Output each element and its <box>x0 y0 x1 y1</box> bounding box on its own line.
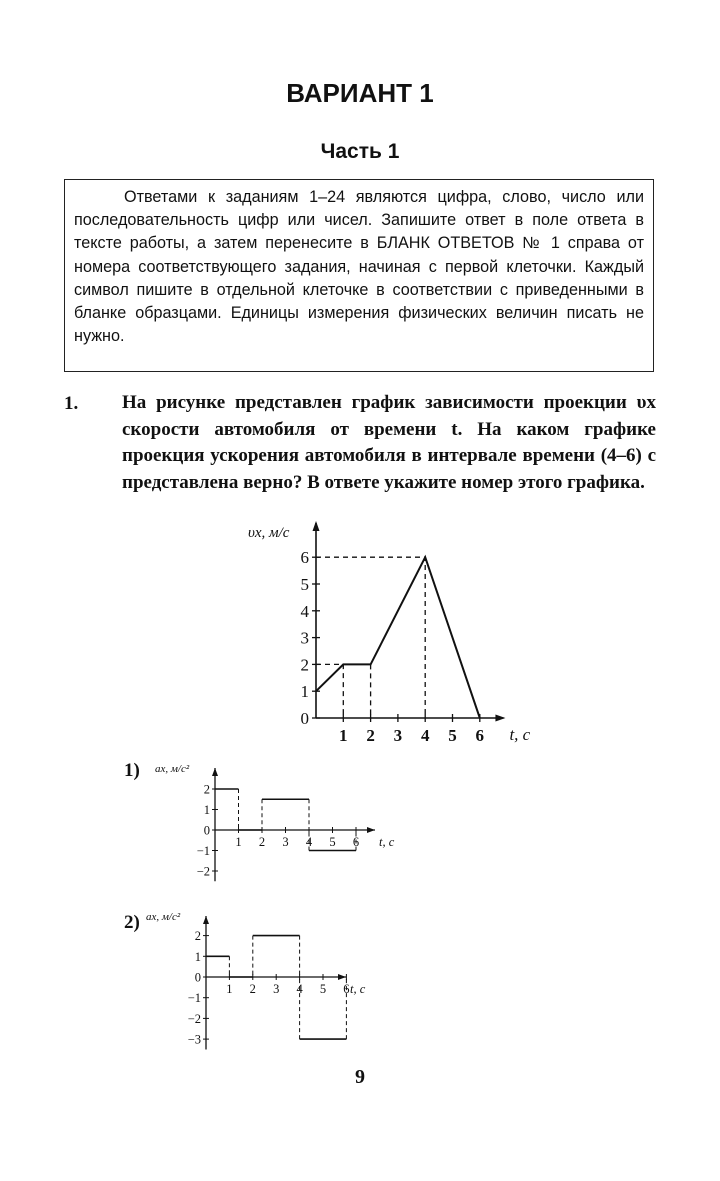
y-tick-label: 2 <box>300 655 309 675</box>
x-axis-label: t, с <box>350 982 366 996</box>
velocity-chart <box>230 515 550 755</box>
y-tick-label: 0 <box>203 823 210 838</box>
y-tick-label: −2 <box>196 864 210 879</box>
y-axis-label: ax, м/с² <box>155 763 190 775</box>
velocity-series-line <box>316 557 480 718</box>
y-tick-label: 5 <box>300 575 309 594</box>
x-tick-label: 1 <box>235 835 242 849</box>
y-tick-label: 3 <box>300 628 309 648</box>
x-axis-label: t, с <box>509 725 531 744</box>
x-tick-label: 2 <box>249 982 256 996</box>
x-tick-label: 6 <box>475 726 485 745</box>
y-tick-label: 0 <box>300 709 309 728</box>
y-tick-label: 0 <box>194 970 201 985</box>
y-tick-label: 2 <box>203 782 210 797</box>
instructions-text: Ответами к заданиям 1–24 являются цифра, слово, число или последовательность цифр или чисел. Запишите ответ в поле ответа в тексте работы, а затем перенесите в БЛАНК ОТВЕТОВ № 1 справа от номера соответствующего задания, начиная с первой клеточки. Каждый символ пишите в отдельной клеточке в соответствии с приведенными в бланке образцами. Единицы измерения физических величин писать не нужно. <box>74 188 644 346</box>
x-axis-arrow <box>367 827 375 833</box>
x-tick-label: 5 <box>329 835 336 849</box>
x-axis-label: t, с <box>379 835 395 849</box>
x-tick-label: 6 <box>343 982 350 996</box>
x-tick-label: 3 <box>282 835 289 849</box>
y-tick-label: 1 <box>300 682 309 702</box>
question-number: 1. <box>64 393 79 414</box>
y-tick-label: −2 <box>187 1011 201 1026</box>
variant-title: ВАРИАНТ 1 <box>286 78 434 108</box>
x-tick-label: 1 <box>339 726 348 745</box>
option-2-label: 2) <box>124 912 140 933</box>
option-1-chart <box>150 760 400 890</box>
y-axis-label: ax, м/с² <box>146 911 181 923</box>
guide-line <box>316 664 343 718</box>
y-tick-label: 4 <box>300 601 309 621</box>
y-tick-label: 1 <box>194 949 201 964</box>
option-1-label: 1) <box>124 760 140 781</box>
x-tick-label: 5 <box>448 726 457 745</box>
y-axis-arrow <box>313 521 320 531</box>
y-tick-label: 6 <box>300 548 309 568</box>
x-tick-label: 1 <box>226 982 233 996</box>
x-axis-arrow <box>338 974 346 980</box>
y-axis-arrow <box>203 916 209 924</box>
question-text: На рисунке представлен график зависимости проекции υx скорости автомобиля от времени t. На каком графике проекция ускорения автомобиля в интервале времени (4–6) с представлена верно? В ответе укажите номер этого графика. <box>122 392 656 493</box>
x-tick-label: 4 <box>305 835 313 849</box>
y-tick-label: 2 <box>194 929 201 944</box>
y-tick-label: −1 <box>187 991 201 1006</box>
y-tick-label: −3 <box>187 1032 201 1047</box>
part-title: Часть 1 <box>320 140 400 163</box>
x-tick-label: 5 <box>319 982 327 996</box>
y-axis-label: υx, м/с <box>248 525 290 541</box>
page-number: 9 <box>355 1066 365 1088</box>
y-tick-label: −1 <box>196 844 210 858</box>
x-tick-label: 4 <box>420 726 430 745</box>
x-tick-label: 2 <box>258 835 266 849</box>
x-tick-label: 6 <box>352 835 360 849</box>
y-tick-label: 1 <box>203 803 210 817</box>
x-tick-label: 2 <box>366 726 375 745</box>
y-axis-arrow <box>212 768 218 776</box>
option-2-chart <box>146 910 380 1055</box>
x-tick-label: 3 <box>273 982 280 996</box>
x-axis-arrow <box>495 715 505 722</box>
instructions-box <box>64 179 654 372</box>
x-tick-label: 3 <box>393 726 403 745</box>
x-tick-label: 4 <box>296 982 303 996</box>
